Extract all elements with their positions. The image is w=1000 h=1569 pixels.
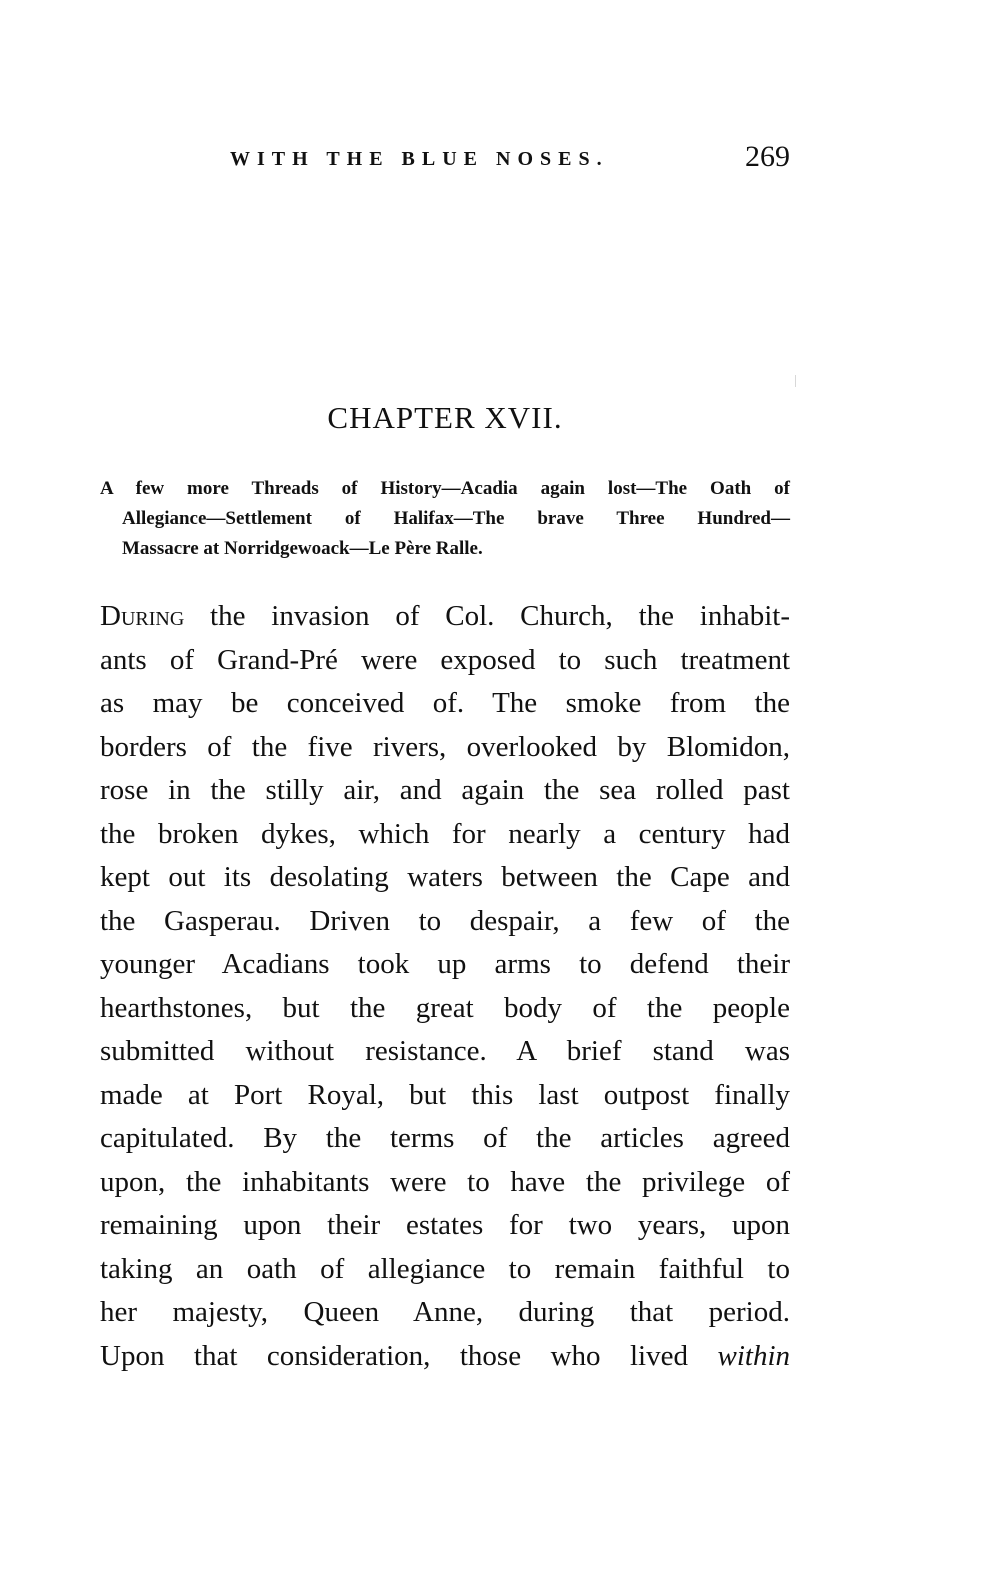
body-line: upon, the inhabitants were to have the privilege of xyxy=(100,1165,790,1198)
running-head xyxy=(100,140,790,180)
body-line-text: the invasion of Col. Church, the inhabit- xyxy=(184,600,790,632)
body-line: submitted without resistance. A brief stand was xyxy=(100,1035,790,1067)
scan-artifact xyxy=(795,375,796,387)
body-line: remaining upon their estates for two years, upon xyxy=(100,1209,790,1241)
chapter-summary xyxy=(100,474,790,564)
body-line: taking an oath of allegiance to remain faithful to xyxy=(100,1252,790,1285)
body-line: hearthstones, but the great body of the people xyxy=(100,991,790,1024)
summary-line: Allegiance—Settlement of Halifax—The brave Three Hundred— xyxy=(122,508,790,529)
body-line: younger Acadians took up arms to defend their xyxy=(100,948,790,980)
italic-word: within xyxy=(717,1339,790,1372)
body-line: rose in the stilly air, and again the sea rolled past xyxy=(100,774,790,806)
summary-line: Massacre at Norridgewoack—Le Père Ralle. xyxy=(122,538,483,559)
page-number: 269 xyxy=(745,140,790,173)
body-line: borders of the five rivers, overlooked by Blomidon, xyxy=(100,730,790,763)
summary-line: A few more Threads of History—Acadia again lost—The Oath of xyxy=(100,478,790,499)
body-line: made at Port Royal, but this last outpost finally xyxy=(100,1078,790,1111)
body-line: her majesty, Queen Anne, during that period. xyxy=(100,1296,790,1328)
body-line: the broken dykes, which for nearly a century had xyxy=(100,817,790,850)
body-line: ants of Grand-Pré were exposed to such treatment xyxy=(100,643,790,676)
drop-word: During xyxy=(100,600,185,632)
body-line xyxy=(100,1335,790,1379)
body-line: the Gasperau. Driven to despair, a few of the xyxy=(100,904,790,937)
body-line: capitulated. By the terms of the articles agreed xyxy=(100,1122,790,1154)
body-line xyxy=(100,595,790,639)
body-line-text: Upon that consideration, those who lived xyxy=(100,1339,718,1372)
body-paragraph xyxy=(100,595,790,1378)
running-title: WITH THE BLUE NOSES. xyxy=(230,148,609,170)
chapter-title: CHAPTER XVII. xyxy=(327,400,563,435)
body-line: kept out its desolating waters between the Cape and xyxy=(100,861,790,893)
body-line: as may be conceived of. The smoke from the xyxy=(100,687,790,719)
